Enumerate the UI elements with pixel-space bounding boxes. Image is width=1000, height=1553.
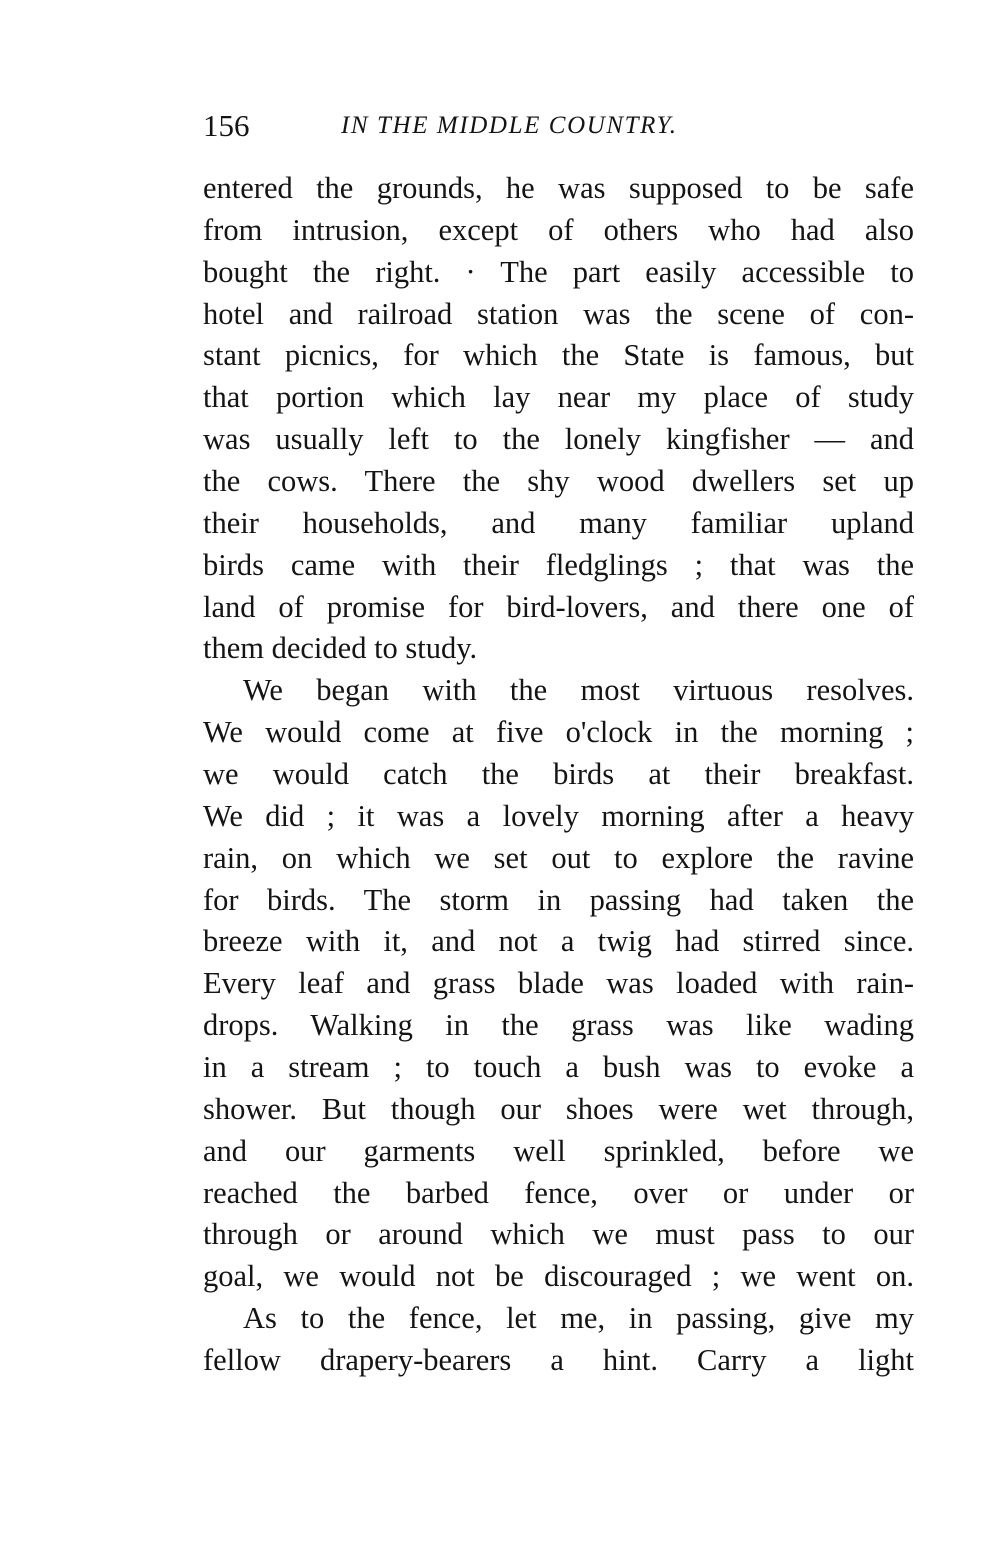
text-line: the cows. There the shy wood dwellers set up — [203, 464, 914, 499]
text-line: and our garments well sprinkled, before we — [203, 1133, 914, 1168]
paragraph — [203, 168, 914, 670]
text-line: fellow drapery-bearers a hint. Carry a light — [203, 1343, 914, 1378]
text-line: We would come at five o'clock in the morning ; — [203, 715, 914, 750]
text-line: hotel and railroad station was the scene of con- — [203, 296, 914, 331]
text-line: rain, on which we set out to explore the ravine — [203, 840, 914, 875]
text-line: As to the fence, let me, in passing, give my — [243, 1301, 914, 1336]
running-title: IN THE MIDDLE COUNTRY. — [341, 112, 678, 139]
text-line: from intrusion, except of others who had also — [203, 212, 914, 247]
text-line: shower. But though our shoes were wet through, — [203, 1091, 914, 1126]
text-line: drops. Walking in the grass was like wading — [203, 1008, 914, 1043]
text-line: bought the right. · The part easily accessible to — [203, 254, 914, 289]
text-line: stant picnics, for which the State is famous, but — [203, 338, 914, 373]
text-line: land of promise for bird-lovers, and there one of — [203, 589, 914, 624]
text-line: reached the barbed fence, over or under or — [203, 1175, 914, 1210]
page-header — [203, 108, 915, 148]
text-line: We began with the most virtuous resolves. — [243, 673, 914, 708]
text-line: for birds. The storm in passing had taken the — [203, 882, 914, 917]
text-line: breeze with it, and not a twig had stirred since. — [203, 924, 914, 959]
text-line: them decided to study. — [203, 631, 478, 666]
paragraph — [203, 1298, 914, 1382]
text-line: we would catch the birds at their breakfast. — [203, 757, 914, 792]
text-line: that portion which lay near my place of study — [203, 380, 914, 415]
text-line: was usually left to the lonely kingfisher — and — [203, 422, 914, 457]
text-line: Every leaf and grass blade was loaded with rain- — [203, 966, 914, 1001]
text-line: their households, and many familiar upland — [203, 505, 914, 540]
text-line: in a stream ; to touch a bush was to evoke a — [203, 1050, 914, 1085]
text-line: birds came with their fledglings ; that was the — [203, 547, 914, 582]
paragraph — [203, 670, 914, 1298]
text-line: goal, we would not be discouraged ; we went on. — [203, 1259, 914, 1294]
text-line: We did ; it was a lovely morning after a heavy — [203, 798, 914, 833]
page-number: 156 — [203, 108, 250, 143]
text-line: entered the grounds, he was supposed to be safe — [203, 171, 914, 205]
text-line: through or around which we must pass to our — [203, 1217, 914, 1252]
body-text — [203, 168, 914, 1382]
